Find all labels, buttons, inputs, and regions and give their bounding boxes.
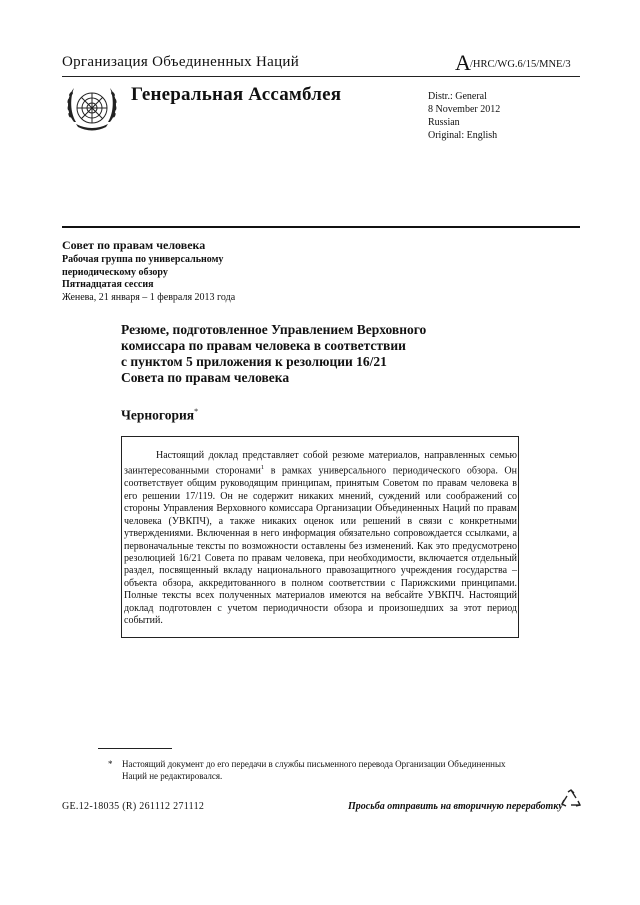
title-line: Резюме, подготовленное Управлением Верховного (121, 322, 427, 337)
working-group-info (62, 254, 282, 292)
header-rule (62, 76, 580, 77)
summary-part-2: в рамках универсального периодического обзора. Он соответствует общим руководящим принципам, принятым Советом по правам человека в его решении 17/119. Он не содержит никаких мнений, суждений или соображений со стороны Управления Верховного комиссара Организации Объединенных Наций по правам человека (УВКПЧ), а также никаких оценок или решений в связи с конкретными утверждениями. Включенная в него информация обязательно сопровождается ссылками, а первоначальные тексты по возможности оставлены без изменений. Как это предусмотрено резолюцией 16/21 Совета по правам человека, при необходимости, включается отдельный раздел, посвященный вкладу национального правозащитного учреждения государства – объекта обзора, аккредитованного в полном соответствии с Парижскими принципами. Полные тексты всех полученных материалов имеются на вебсайте УВКПЧ. Настоящий доклад подготовлен с учетом периодичности обзора и произошедших за этот период событий. (124, 465, 517, 627)
document-title (121, 322, 521, 386)
document-symbol: /HRC/WG.6/15/MNE/3 (470, 59, 571, 70)
recycle-icon (560, 788, 582, 810)
footnote-text: Настоящий документ до его передачи в службы письменного перевода Организации Объединенных Наций не редактировался. (122, 759, 506, 781)
document-language: Russian (428, 117, 460, 128)
organization-name: Организация Объединенных Наций (62, 54, 300, 70)
document-number: GE.12-18035 (R) 261112 271112 (62, 801, 205, 812)
session-place-dates: Женева, 21 января – 1 февраля 2013 года (62, 292, 236, 303)
footnote-mark: * (108, 759, 113, 769)
council-name: Совет по правам человека (62, 238, 206, 252)
country-name: Черногория (121, 407, 195, 423)
country-footnote-mark: * (194, 407, 199, 416)
general-assembly-title: Генеральная Ассамблея (131, 84, 342, 105)
section-rule (62, 226, 580, 228)
document-date: 8 November 2012 (428, 104, 501, 115)
recycle-note: Просьба отправить на вторичную переработку (348, 801, 563, 812)
title-line: комиссара по правам человека в соответствии (121, 338, 406, 353)
summary-text (124, 450, 517, 628)
original-language: Original: English (428, 130, 498, 141)
working-group-name: Рабочая группа по универсальному периодическому обзору (62, 254, 224, 278)
symbol-letter: A (455, 50, 471, 75)
un-emblem-icon (62, 82, 122, 138)
country-heading (121, 407, 198, 424)
title-line: Совета по правам человека (121, 370, 290, 385)
footnote (108, 758, 518, 782)
distribution-type: Distr.: General (428, 91, 487, 102)
summary-paragraph (124, 450, 517, 628)
footnote-ref: 1 (260, 464, 265, 472)
summary-part-1: Настоящий доклад представляет собой резюме материалов, направленных семью заинтересованными сторонами (124, 450, 517, 477)
title-line: с пунктом 5 приложения к резолюции 16/21 (121, 354, 387, 369)
session-name: Пятнадцатая сессия (62, 279, 154, 290)
footnote-rule (98, 748, 172, 749)
distribution-block (428, 90, 500, 142)
